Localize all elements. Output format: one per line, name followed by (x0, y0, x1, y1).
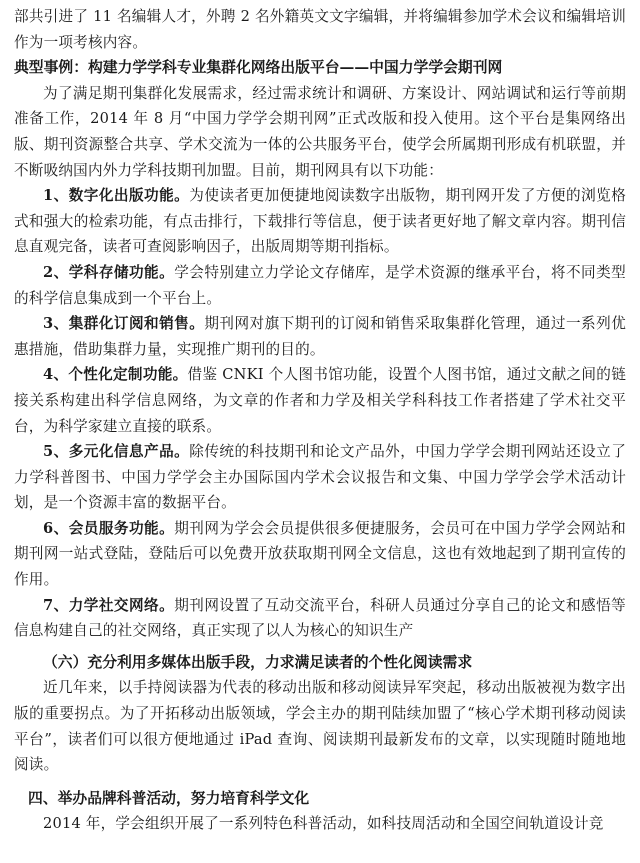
feature-title: 2、学科存储功能。 (43, 263, 175, 281)
feature-title: 6、会员服务功能。 (43, 519, 175, 537)
section-four-heading: 四、举办品牌科普活动，努力培育科学文化 (28, 789, 310, 807)
feature-item (14, 311, 626, 362)
feature-title: 7、力学社交网络。 (43, 596, 175, 614)
feature-title: 3、集群化订阅和销售。 (43, 315, 205, 333)
feature-item (14, 516, 626, 593)
feature-text: 期刊网为学会会员提供很多便捷服务，会员可在中国力学学会网站和期刊网一站式登陆，登陆后可以免费开放获取期刊网全文信息，这也有效地起到了期刊宣传的作用。 (14, 519, 626, 589)
feature-text: 除传统的科技期刊和论文产品外，中国力学学会期刊网站还设立了力学科普图书、中国力学学会主办国际国内学术会议报告和文集、中国力学学会学术活动计划，是一个资源丰富的数据平台。 (14, 443, 627, 512)
feature-item (14, 362, 626, 439)
feature-text: 为使读者更加便捷地阅读数字出版物，期刊网开发了方便的浏览格式和强大的检索功能，有点击排行，下载排行等信息，便于读者更好地了解文章内容。期刊信息直观完备，读者可查阅影响因子，出版周期等期刊指标。 (14, 187, 627, 256)
case-heading: 典型事例：构建力学学科专业集群化网络出版平台——中国力学学会期刊网 (14, 59, 503, 77)
intro-paragraph: 部共引进了 11 名编辑人才，外聘 2 名外籍英文文字编辑，并将编辑参加学术会议和编辑培训作为一项考核内容。 (14, 8, 626, 51)
feature-text: 期刊网设置了互动交流平台，科研人员通过分享自己的论文和感悟等信息构建自己的社交网络，真正实现了以人为核心的知识生产 (14, 596, 626, 640)
feature-item (14, 183, 626, 260)
feature-item (14, 260, 626, 311)
feature-title: 1、数字化出版功能。 (43, 187, 190, 205)
section-four-paragraph: 2014 年，学会组织开展了一系列特色科普活动，如科技周活动和全国空间轨道设计竞 (43, 815, 604, 833)
section-six-paragraph: 近几年来，以手持阅读器为代表的移动出版和移动阅读异军突起，移动出版被视为数字出版的重要拐点。为了开拓移动出版领域，学会主办的期刊陆续加盟了“核心学术期刊移动阅读平台”，读者们可以很方便地通过 iPad 查询、阅读期刊最新发布的文章，以实现随时随地地阅读。 (14, 679, 626, 774)
feature-text: 借鉴 CNKI 个人图书馆功能，设置个人图书馆，通过文献之间的链接关系构建出科学信息网络，为文章的作者和力学及相关学科科技工作者搭建了学术社交平台，为科学家建立直接的联系。 (14, 366, 627, 435)
feature-item (14, 439, 626, 516)
feature-list (14, 183, 626, 644)
section-six-heading: （六）充分利用多媒体出版手段，力求满足读者的个性化阅读需求 (43, 653, 473, 671)
feature-title: 4、个性化定制功能。 (43, 366, 188, 384)
feature-text: 期刊网对旗下期刊的订阅和销售采取集群化管理，通过一系列优惠措施，借助集群力量，实现推广期刊的目的。 (14, 315, 626, 358)
feature-title: 5、多元化信息产品。 (43, 443, 190, 461)
case-paragraph: 为了满足期刊集群化发展需求，经过需求统计和调研、方案设计、网站调试和运行等前期准备工作，2014 年 8 月“中国力学学会期刊网”正式改版和投入使用。这个平台是集网络出版、期刊资源整合共享、学术交流为一体的公共服务平台，使学会所属期刊形成有机联盟，并不断吸纳国内外力学科技期刊加盟。目前，期刊网具有以下功能： (14, 84, 626, 179)
feature-item (14, 593, 626, 644)
feature-text: 学会特别建立力学论文存储库，是学术资源的继承平台，将不同类型的科学信息集成到一个平台上。 (14, 263, 626, 307)
